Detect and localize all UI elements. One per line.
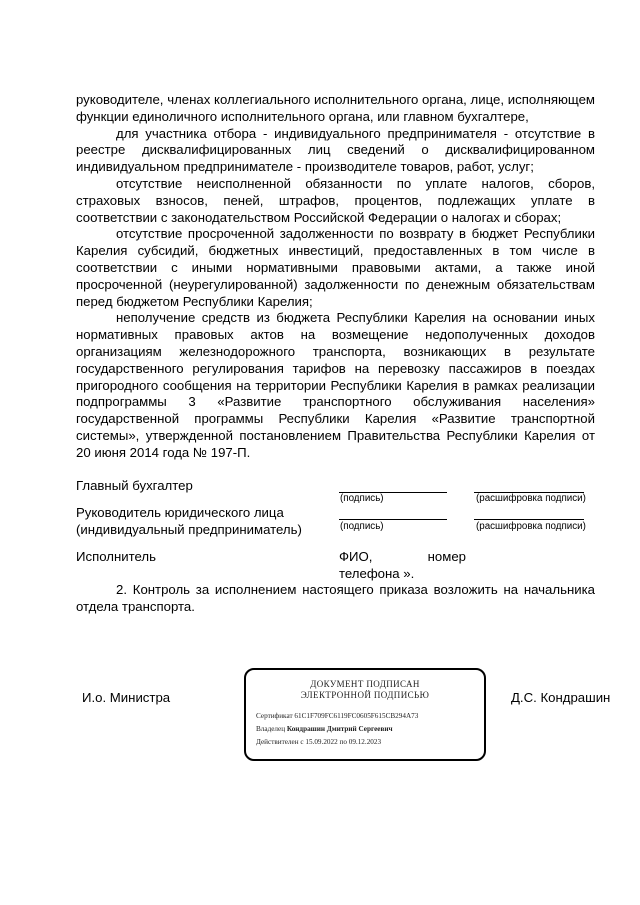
fio-phone-line2: телефона ». <box>339 566 415 581</box>
chief-accountant-decoding-caption: (расшифровка подписи) <box>476 493 586 504</box>
order-body-text <box>76 92 595 462</box>
executor-label: Исполнитель <box>76 549 156 564</box>
head-label-line2: (индивидуальный предприниматель) <box>76 522 302 537</box>
stamp-certificate-label: Сертификат <box>256 712 293 720</box>
paragraph-5: неполучение средств из бюджета Республики Карелия на основании иных нормативных правовых актов на возмещение недополученных доходов организациям железнодорожного транспорта, возникающих в результате государственного регулирования тарифов на перевозку пассажиров в поездах пригородного сообщения на территории Республики Карелия в рамках реализации подпрограммы 3 «Развитие транспортного обслуживания населения» государственной программы Республики Карелия «Развитие транспортной системы», утвержденной постановлением Правительства Республики Карелия от 20 июня 2014 года № 197-П. <box>76 310 595 460</box>
acting-minister-label: И.о. Министра <box>82 690 171 705</box>
head-signature-caption: (подпись) <box>340 521 384 532</box>
minister-name: Д.С. Кондрашин <box>511 690 611 705</box>
electronic-signature-stamp <box>244 668 486 761</box>
head-signature-line <box>339 519 447 520</box>
stamp-owner <box>256 725 393 734</box>
paragraph-1: руководителе, членах коллегиального исполнительного органа, лице, исполняющем функции единоличного исполнительного органа, или главном бухгалтере, <box>76 92 595 124</box>
stamp-owner-value: Кондрашин Дмитрий Сергеевич <box>286 725 393 733</box>
head-label-line1: Руководитель юридического лица <box>76 505 284 520</box>
stamp-validity-label: Действителен <box>256 738 299 746</box>
stamp-title-line1: ДОКУМЕНТ ПОДПИСАН <box>310 679 420 689</box>
paragraph-2: для участника отбора - индивидуального предпринимателя - отсутствие в реестре дисквалифицированных лиц сведений о дисквалифицированном индивидуальном предпринимателе - производителе товаров, работ, услуг; <box>76 125 595 175</box>
stamp-validity-value: с 15.09.2022 по 09.12.2023 <box>300 738 382 746</box>
stamp-validity <box>256 738 381 747</box>
stamp-certificate-value: 61C1F709FC6119FC0605F615CB294A73 <box>294 712 419 720</box>
stamp-title-line2: ЭЛЕКТРОННОЙ ПОДПИСЬЮ <box>300 690 430 700</box>
clause-2 <box>76 582 595 616</box>
clause-2-text: 2. Контроль за исполнением настоящего приказа возложить на начальника отдела транспорта. <box>76 582 595 614</box>
chief-accountant-signature-caption: (подпись) <box>340 493 384 504</box>
stamp-owner-label: Владелец <box>256 725 286 733</box>
paragraph-4: отсутствие просроченной задолженности по возврату в бюджет Республики Карелия субсидий, бюджетных инвестиций, предоставленных в том числе в соответствии с иными нормативными правовыми актами, а также иной просроченной (неурегулированной) задолженности по денежным обязательствам перед бюджетом Республики Карелия; <box>76 226 595 309</box>
paragraph-3: отсутствие неисполненной обязанности по уплате налогов, сборов, страховых взносов, пеней, штрафов, процентов, подлежащих уплате в соответствии с законодательством Российской Федерации о налогах и сборах; <box>76 175 595 225</box>
fio-phone-line1: ФИО, номер <box>339 549 466 564</box>
head-decoding-caption: (расшифровка подписи) <box>476 521 586 532</box>
stamp-certificate <box>256 712 418 721</box>
head-decoding-line <box>474 519 584 520</box>
chief-accountant-label: Главный бухгалтер <box>76 478 193 493</box>
